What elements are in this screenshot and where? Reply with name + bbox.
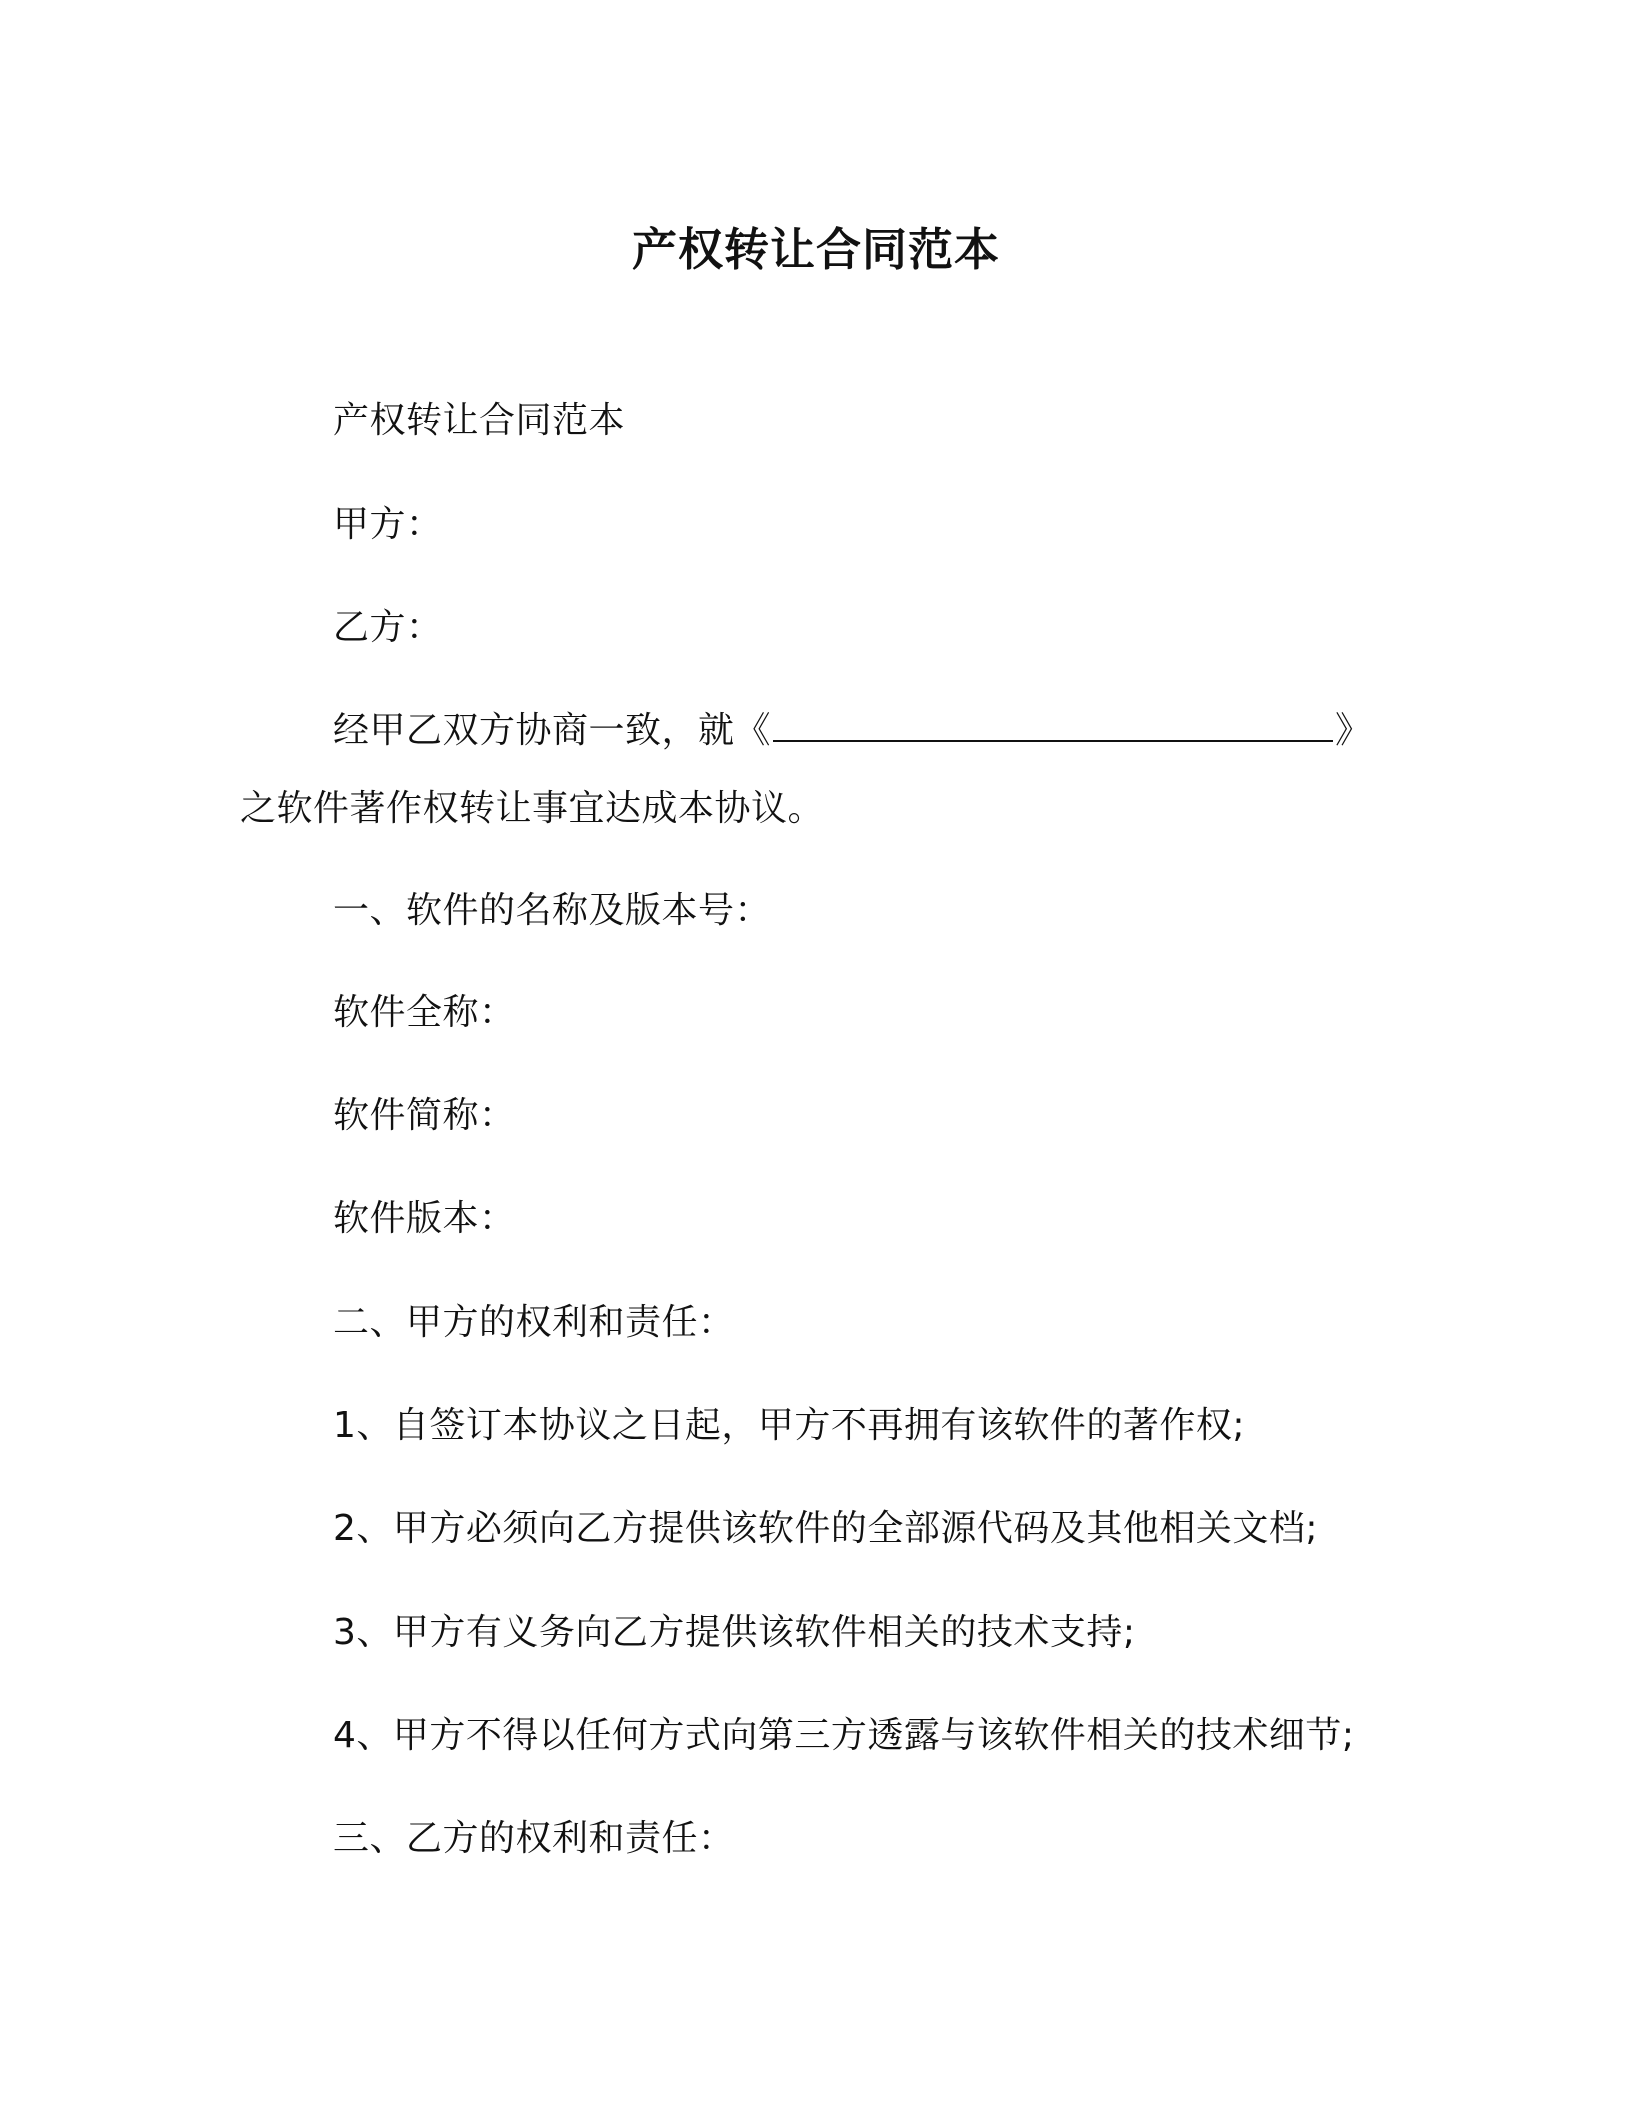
document-subtitle: 产权转让合同范本 — [333, 400, 626, 441]
intro-line-1 — [333, 708, 1372, 754]
section2-heading: 二、甲方的权利和责任： — [333, 1302, 735, 1343]
section2-item: 3、甲方有义务向乙方提供该软件相关的技术支持; — [333, 1612, 1136, 1653]
document-title: 产权转让合同范本 — [631, 223, 1000, 276]
software-short-name-label: 软件简称： — [333, 1095, 516, 1136]
section3-heading: 三、乙方的权利和责任： — [333, 1818, 735, 1859]
intro-prefix: 经甲乙双方协商一致，就《 — [333, 710, 772, 751]
section1-heading: 一、软件的名称及版本号： — [333, 890, 772, 931]
software-full-name-label: 软件全称： — [333, 992, 516, 1033]
section2-item: 2、甲方必须向乙方提供该软件的全部源代码及其他相关文档; — [333, 1508, 1319, 1549]
party-a-label: 甲方： — [333, 504, 443, 545]
software-name-blank — [773, 710, 1333, 742]
section2-item: 4、甲方不得以任何方式向第三方透露与该软件相关的技术细节; — [333, 1715, 1355, 1756]
intro-suffix: 》 — [1335, 710, 1372, 751]
intro-line-2: 之软件著作权转让事宜达成本协议。 — [240, 788, 825, 829]
section2-item: 1、自签订本协议之日起，甲方不再拥有该软件的著作权; — [333, 1405, 1246, 1446]
party-b-label: 乙方： — [333, 607, 443, 648]
software-version-label: 软件版本： — [333, 1198, 516, 1239]
